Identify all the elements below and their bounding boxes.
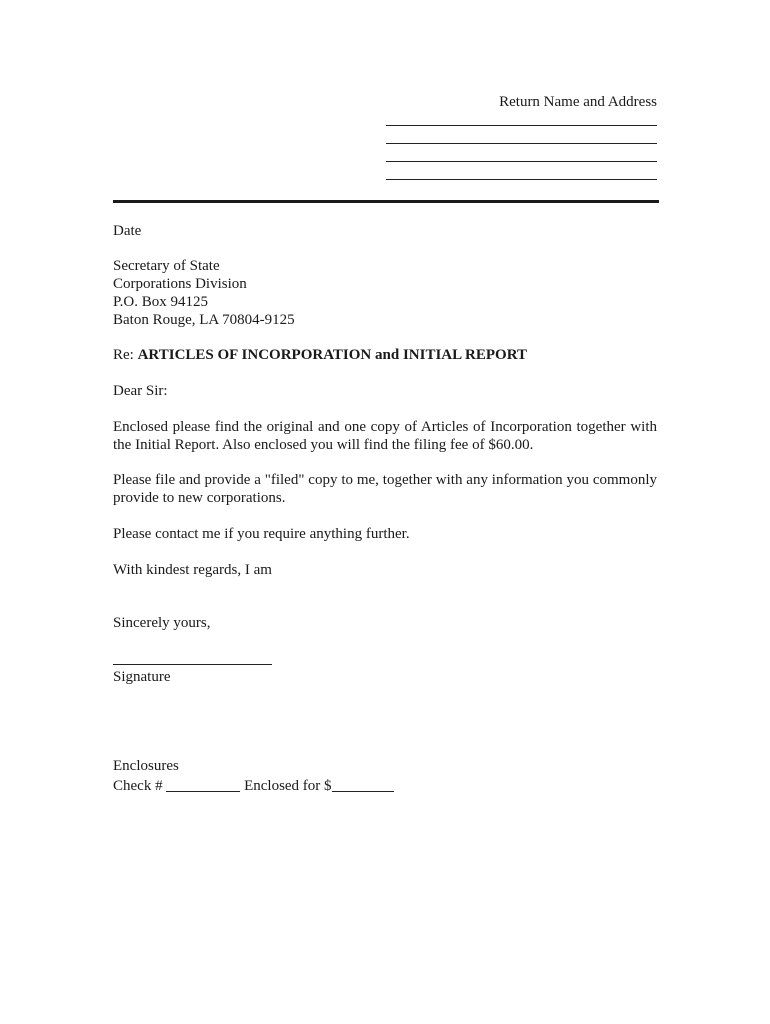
re-prefix: Re: — [113, 347, 138, 363]
re-line — [113, 346, 527, 364]
header-divider — [113, 200, 659, 203]
body-paragraph-4: With kindest regards, I am — [113, 562, 272, 578]
recipient-line-3: P.O. Box 94125 — [113, 294, 209, 310]
closing: Sincerely yours, — [113, 615, 211, 631]
recipient-line-4: Baton Rouge, LA 70804-9125 — [113, 312, 295, 328]
re-subject: ARTICLES OF INCORPORATION and INITIAL REPORT — [137, 347, 528, 363]
recipient-line-1: Secretary of State — [113, 258, 220, 274]
enclosed-for-label: Enclosed for $ — [240, 778, 332, 794]
body-paragraph-2: Please file and provide a "filed" copy to me, together with any information you commonly provide to new corporations. — [113, 472, 657, 506]
signature-label: Signature — [113, 669, 171, 685]
check-number-blank — [166, 777, 240, 792]
body-paragraph-3: Please contact me if you require anything further. — [113, 526, 410, 542]
salutation: Dear Sir: — [113, 383, 168, 399]
return-address-line-4 — [386, 179, 657, 180]
check-number-label: Check # — [113, 778, 167, 794]
enclosed-amount-blank — [332, 777, 394, 792]
return-address-label: Return Name and Address — [499, 94, 657, 110]
return-address-line-1 — [386, 125, 657, 126]
return-address-line-3 — [386, 161, 657, 162]
enclosures-check-line — [113, 775, 394, 795]
enclosures-label: Enclosures — [113, 758, 179, 774]
date-label: Date — [113, 223, 142, 239]
return-address-line-2 — [386, 143, 657, 144]
signature-line — [113, 664, 272, 665]
recipient-line-2: Corporations Division — [113, 276, 247, 292]
body-paragraph-1: Enclosed please find the original and one copy of Articles of Incorporation together with the Initial Report. Also enclosed you will find the filing fee of $60.00. — [113, 419, 657, 453]
